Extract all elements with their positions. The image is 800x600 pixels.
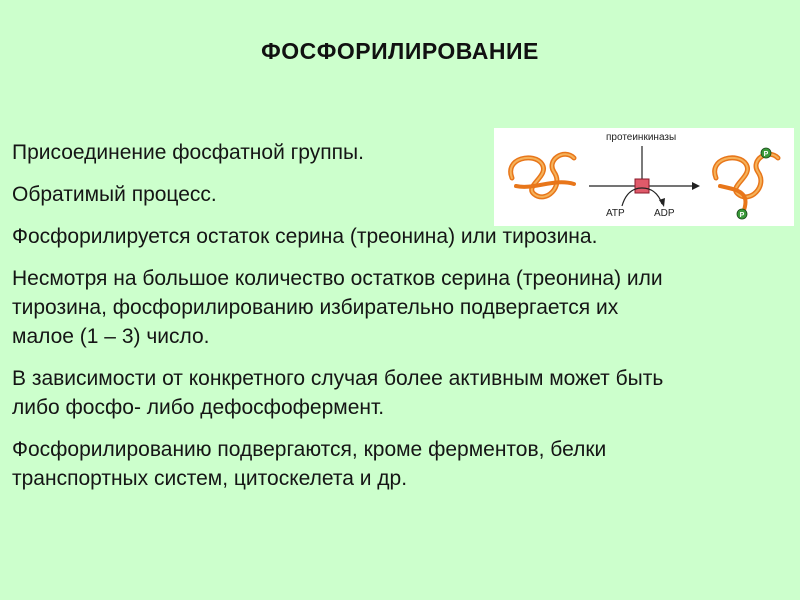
list-item-text: Присоединение фосфатной группы. bbox=[12, 141, 364, 164]
list-item-text: В зависимости от конкретного случая более активным может быть либо фосфо- либо дефосфофермент. bbox=[12, 367, 664, 419]
list-item bbox=[2, 435, 712, 493]
list-item bbox=[2, 180, 482, 209]
list-item bbox=[2, 264, 672, 351]
list-item-text: Несмотря на большое количество остатков серина (треонина) или тирозина, фосфорилированию избирательно подвергается их малое (1 – 3) число. bbox=[12, 267, 663, 348]
list-item bbox=[2, 138, 482, 167]
phosphate-symbol-bottom: P bbox=[739, 212, 745, 219]
list-item-text: Фосфорилированию подвергаются, кроме ферментов, белки транспортных систем, цитоскелета и др. bbox=[12, 438, 607, 490]
adp-label: ADP bbox=[654, 208, 675, 219]
phosphate-symbol-top: P bbox=[763, 151, 769, 158]
atp-label: ATP bbox=[606, 208, 625, 219]
list-item bbox=[2, 364, 702, 422]
bullet-list bbox=[2, 138, 772, 506]
list-item-text: Обратимый процесс. bbox=[12, 183, 217, 206]
enzyme-label: протеинкиназы bbox=[606, 132, 677, 143]
list-item-text: Фосфорилируется остаток серина (треонина) или тирозина. bbox=[12, 225, 598, 248]
slide-title: ФОСФОРИЛИРОВАНИЕ bbox=[261, 38, 539, 64]
list-item bbox=[2, 222, 772, 251]
